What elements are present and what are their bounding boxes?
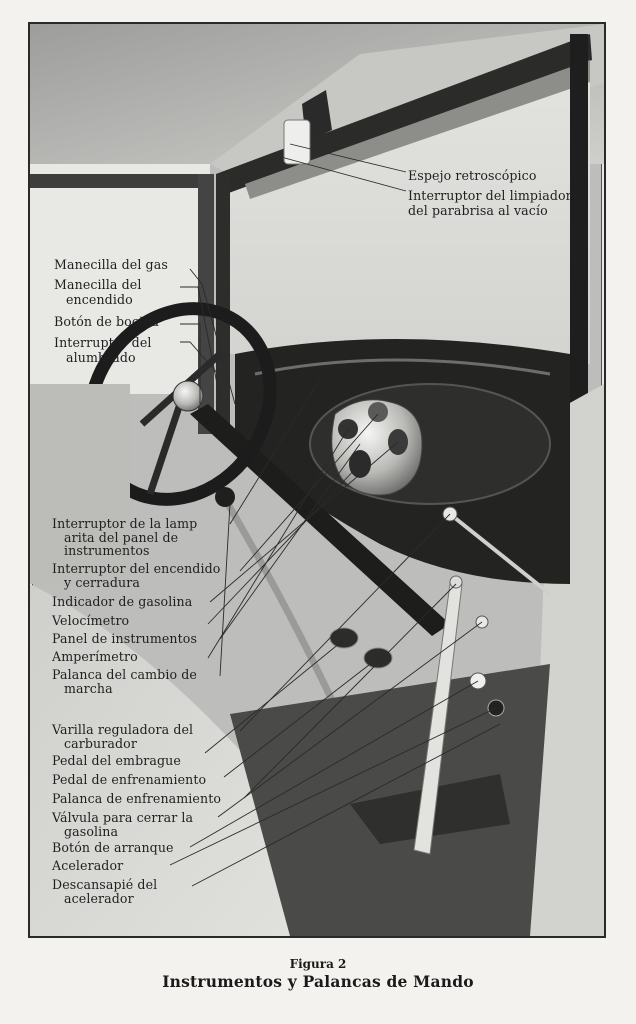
callout-speedometer xyxy=(52,614,129,629)
callout-label-line2: acelerador xyxy=(64,891,134,906)
callout-ignition-switch-lock xyxy=(52,562,220,590)
callout-label: Descansapié del xyxy=(52,877,158,892)
callout-label: Indicador de gasolina xyxy=(52,594,193,609)
callout-gear-shift-lever xyxy=(52,668,197,696)
ignition-switch-dial xyxy=(368,402,388,422)
callout-horn-button xyxy=(54,315,159,330)
callout-label-line2: del parabrisa al vacío xyxy=(408,202,548,218)
callout-label-line2: alumbrado xyxy=(66,349,136,365)
callout-label: Interruptor de la lamp xyxy=(52,516,198,531)
clutch-pedal xyxy=(330,628,358,648)
callout-instrument-panel xyxy=(52,632,197,647)
callout-fuel-gauge xyxy=(52,595,192,610)
horn-button xyxy=(173,381,203,411)
callout-label: Interruptor del limpiador xyxy=(408,188,572,203)
callout-label: Interruptor del encendido xyxy=(52,561,221,576)
callout-accelerator xyxy=(52,859,123,874)
callout-label: Botón de bocina xyxy=(54,314,159,329)
callout-windshield-wiper-switch xyxy=(408,189,572,218)
callout-label-line2: marcha xyxy=(64,681,113,696)
callout-label: Botón de arranque xyxy=(52,840,174,855)
callout-throttle-lever xyxy=(54,258,168,273)
callout-label-line2: gasolina xyxy=(64,824,119,839)
callout-label-line3: instrumentos xyxy=(64,543,150,558)
callout-label: Varilla reguladora del xyxy=(52,722,194,737)
callout-label: Amperímetro xyxy=(52,649,138,664)
figure-photo-frame xyxy=(28,22,606,938)
figure-number: Figura 2 xyxy=(289,957,347,971)
callout-brake-pedal xyxy=(52,773,206,788)
callout-light-switch xyxy=(54,336,152,365)
callout-label: Acelerador xyxy=(52,858,124,873)
callout-label: Palanca del cambio de xyxy=(52,667,197,682)
callout-label: Válvula para cerrar la xyxy=(52,810,194,825)
callout-panel-lamp-switch xyxy=(52,517,197,558)
callout-carburetor-rod xyxy=(52,723,193,751)
callout-label: Pedal del embrague xyxy=(52,753,181,768)
callout-label: Pedal de enfrenamiento xyxy=(52,772,207,787)
callout-rear-view-mirror xyxy=(408,169,537,184)
callout-label-line2: y cerradura xyxy=(64,575,140,590)
gear-shift-knob xyxy=(215,487,235,507)
callout-label: Palanca de enfrenamiento xyxy=(52,791,222,806)
callout-fuel-shutoff-valve xyxy=(52,811,193,839)
callout-starter-button xyxy=(52,841,174,856)
callout-label-line2: carburador xyxy=(64,736,137,751)
callout-accelerator-footrest xyxy=(52,878,157,906)
rear-view-mirror xyxy=(284,120,310,164)
callout-label-line2: arita del panel de xyxy=(64,529,179,545)
callout-clutch-pedal xyxy=(52,754,181,769)
windshield-pillar-right xyxy=(570,34,588,444)
callout-label: Velocímetro xyxy=(52,613,130,628)
callout-spark-lever xyxy=(54,278,141,307)
callout-ammeter xyxy=(52,650,138,665)
callout-label: Panel de instrumentos xyxy=(52,631,198,646)
callout-label: Manecilla del gas xyxy=(54,257,168,272)
callout-label-line2: encendido xyxy=(66,291,133,307)
callout-hand-brake-lever xyxy=(52,792,221,807)
callout-label: Espejo retroscópico xyxy=(408,168,537,183)
callout-label: Interruptor del xyxy=(54,335,152,350)
callout-label: Manecilla del xyxy=(54,277,142,292)
figure-title: Instrumentos y Palancas de Mando xyxy=(162,972,474,991)
